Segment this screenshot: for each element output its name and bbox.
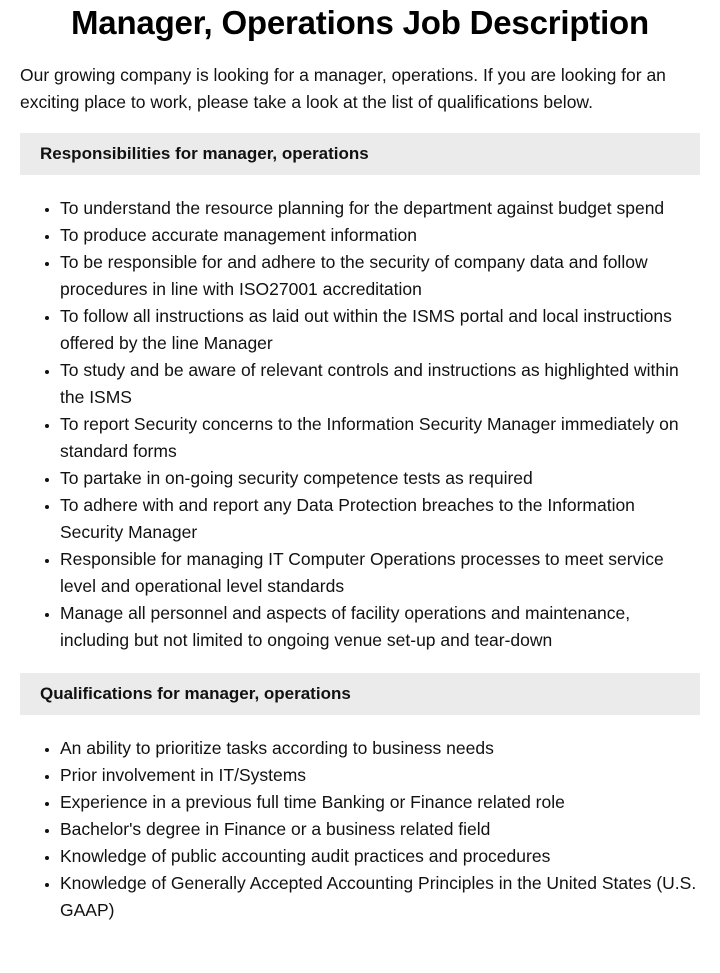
list-item: • Bachelor's degree in Finance or a business related field [60,816,700,843]
list-item: • To understand the resource planning for the department against budget spend [60,195,700,222]
list-item: • To produce accurate management information [60,222,700,249]
qualifications-list [20,735,700,924]
responsibilities-list [20,195,700,654]
list-item: • To partake in on-going security competence tests as required [60,465,700,492]
responsibilities-header: Responsibilities for manager, operations [20,133,700,175]
qualifications-header: Qualifications for manager, operations [20,673,700,715]
list-item: • To follow all instructions as laid out within the ISMS portal and local instructions offered by the line Manager [60,303,700,357]
list-item: • Knowledge of Generally Accepted Accounting Principles in the United States (U.S. GAAP) [60,870,700,924]
list-item: • Prior involvement in IT/Systems [60,762,700,789]
list-item: • To study and be aware of relevant controls and instructions as highlighted within the ISMS [60,357,700,411]
list-item: • Experience in a previous full time Banking or Finance related role [60,789,700,816]
list-item: • Responsible for managing IT Computer Operations processes to meet service level and operational level standards [60,546,700,600]
list-item: • To adhere with and report any Data Protection breaches to the Information Security Manager [60,492,700,546]
list-item: • Manage all personnel and aspects of facility operations and maintenance, including but not limited to ongoing venue set-up and tear-down [60,600,700,654]
list-item: • An ability to prioritize tasks according to business needs [60,735,700,762]
list-item: • Knowledge of public accounting audit practices and procedures [60,843,700,870]
list-item: • To report Security concerns to the Information Security Manager immediately on standard forms [60,411,700,465]
list-item: • To be responsible for and adhere to the security of company data and follow procedures in line with ISO27001 accreditation [60,249,700,303]
intro-paragraph: Our growing company is looking for a manager, operations. If you are looking for an exciting place to work, please take a look at the list of qualifications below. [20,65,666,112]
page-title: Manager, Operations Job Description [71,4,649,41]
